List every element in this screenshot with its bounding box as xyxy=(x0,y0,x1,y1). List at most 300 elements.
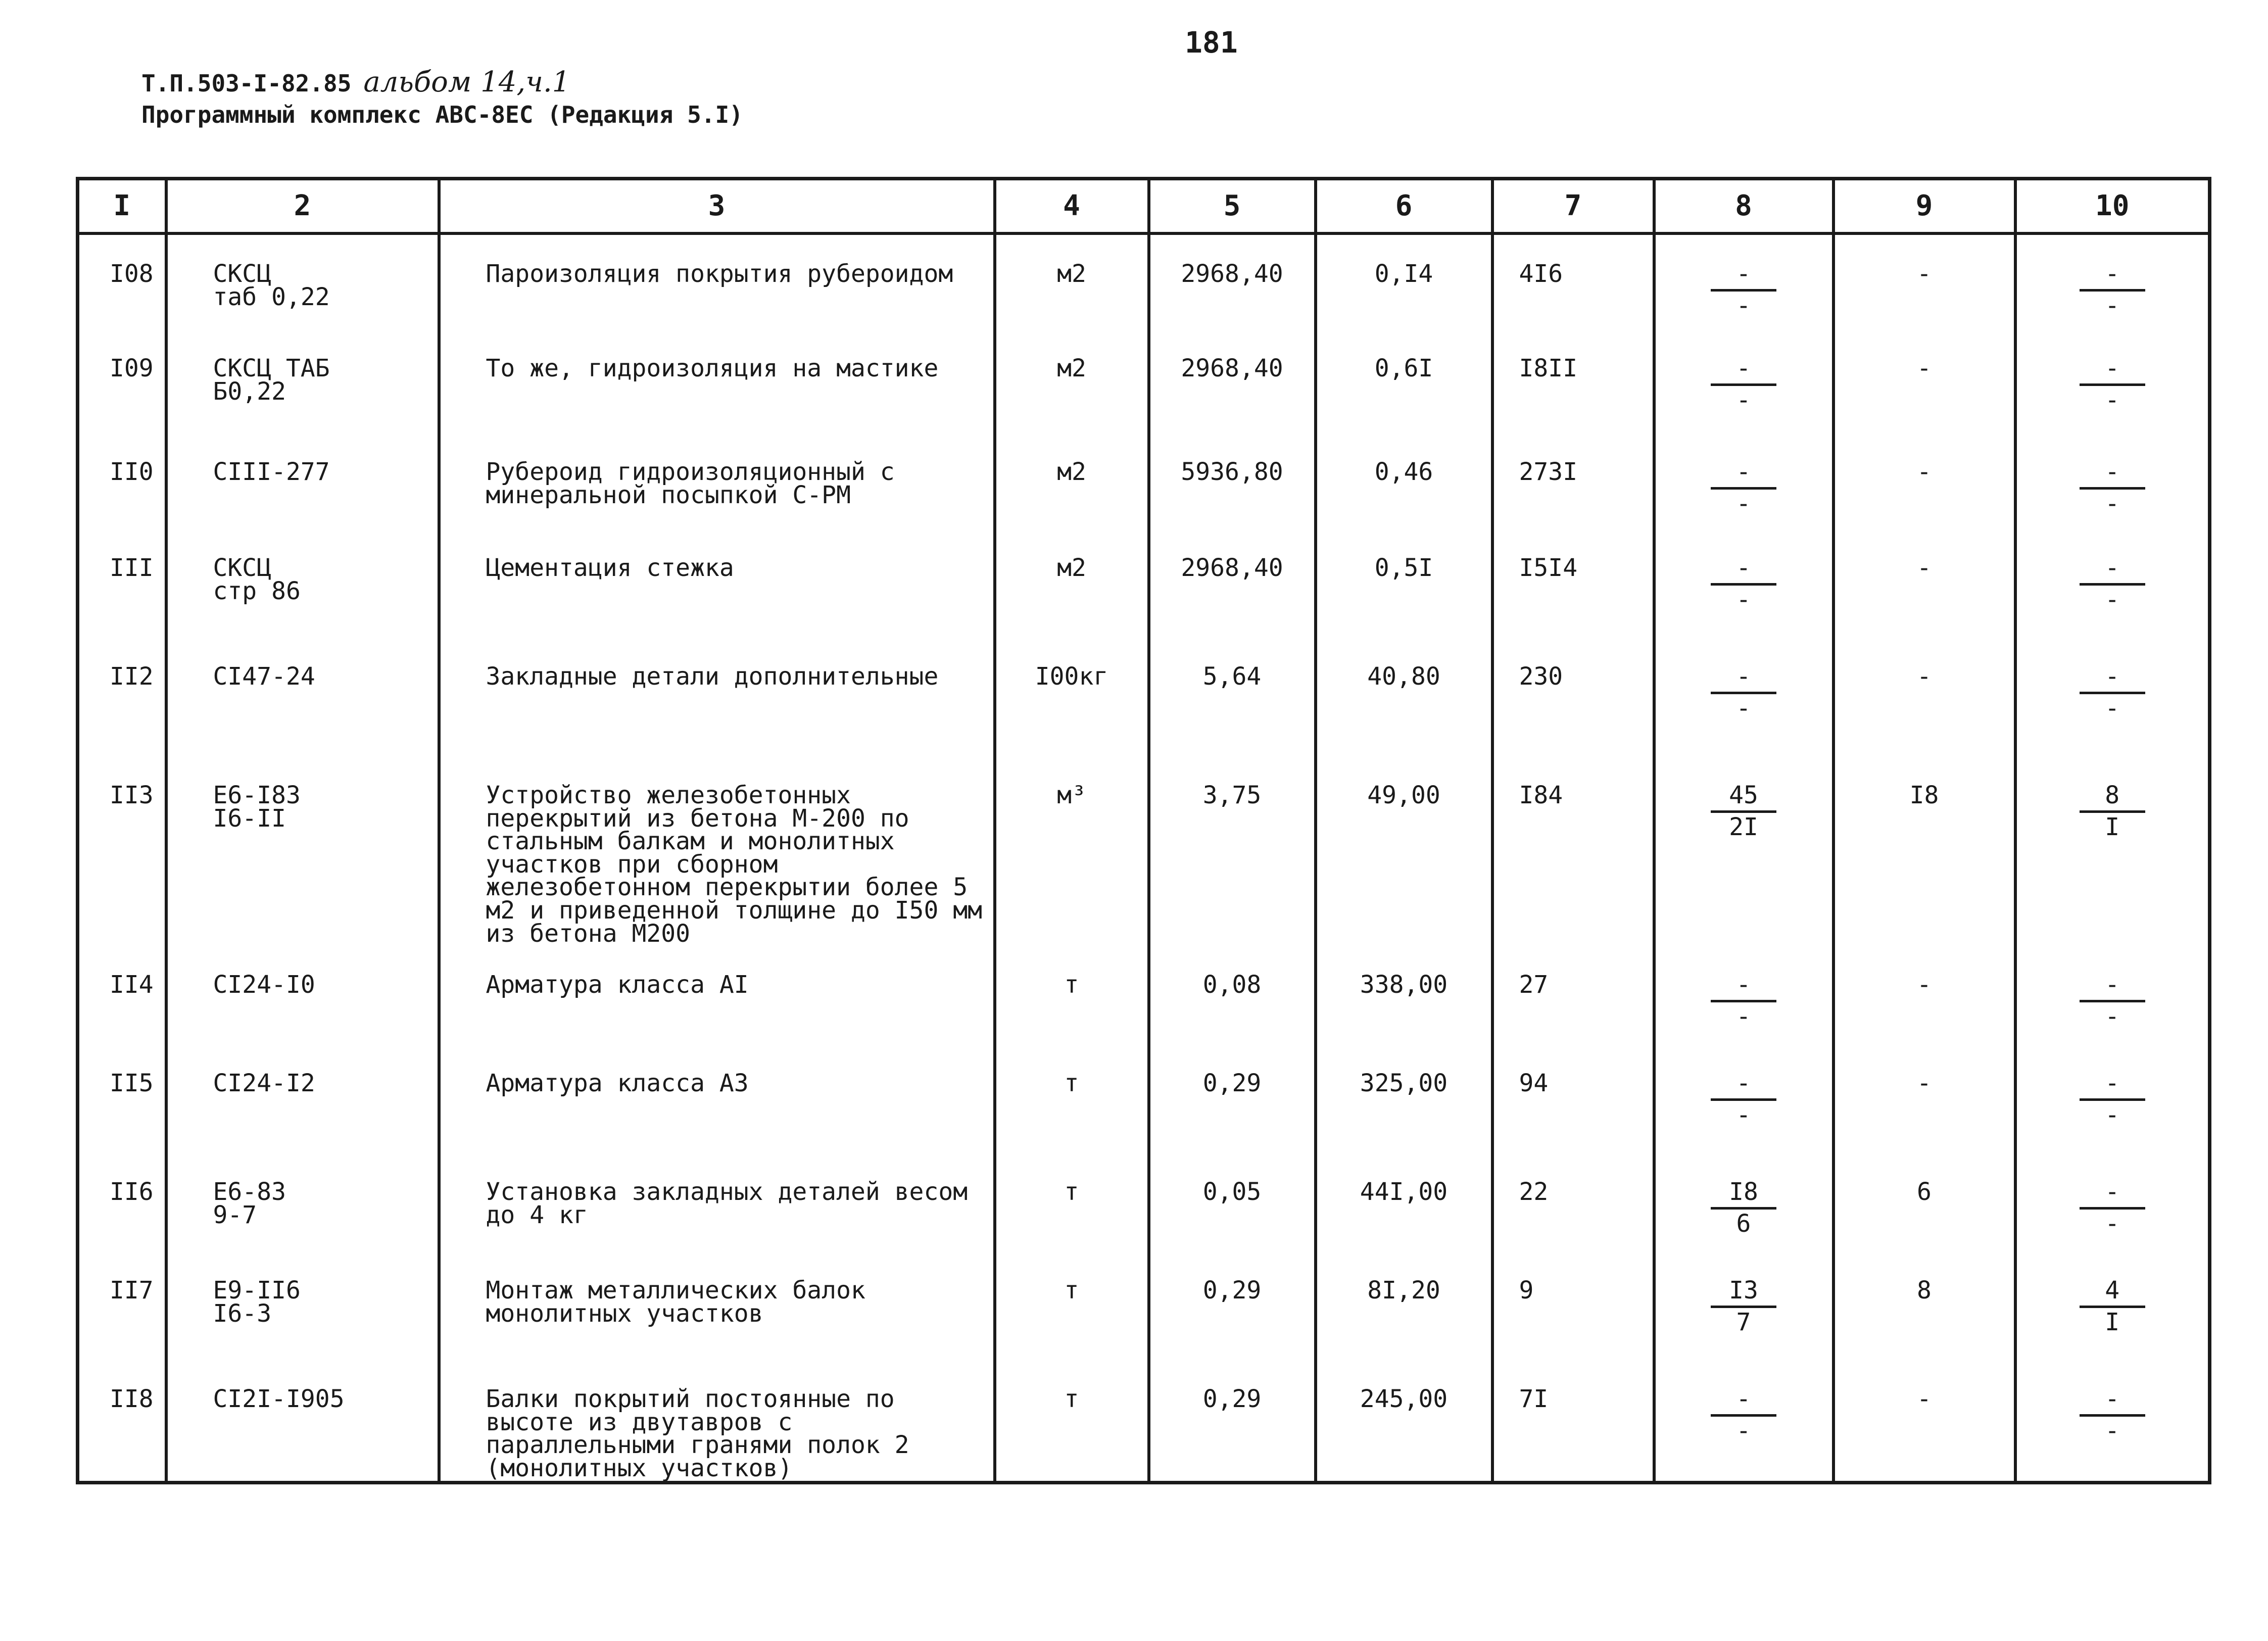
fraction-numerator: I8 xyxy=(1729,1178,1758,1206)
fraction-numerator: 8 xyxy=(2105,781,2120,809)
fraction xyxy=(1656,554,1831,614)
cell-rate-code xyxy=(166,638,439,756)
cell-work-name-text: Закладные детали дополнительные xyxy=(486,662,939,691)
table-row xyxy=(78,1360,2210,1482)
cell-col-9 xyxy=(1833,946,2015,1044)
cell-col-9 xyxy=(1833,638,2015,756)
cell-item-number xyxy=(78,1251,166,1360)
fraction-denominator: I xyxy=(2105,1308,2120,1336)
fraction-bar xyxy=(1711,692,1776,694)
fraction-numerator: - xyxy=(2105,458,2120,486)
fraction-numerator: 45 xyxy=(1729,781,1758,809)
fraction-numerator: - xyxy=(2105,662,2120,691)
fraction-bar xyxy=(2080,289,2145,292)
cell-unit-price xyxy=(1316,1251,1492,1360)
cell-item-number-text: I08 xyxy=(110,260,154,288)
cell-unit-text: т xyxy=(1064,971,1079,999)
fraction xyxy=(1656,662,1831,722)
cell-col-8 xyxy=(1654,638,1833,756)
cell-work-name xyxy=(439,529,995,638)
cell-total xyxy=(1492,1251,1654,1360)
fraction xyxy=(1656,1178,1831,1238)
fraction-numerator: - xyxy=(1736,1069,1751,1098)
fraction xyxy=(2017,662,2208,722)
cell-total-text: 273I xyxy=(1519,458,1578,486)
cell-col-8 xyxy=(1654,756,1833,946)
cell-total-text: I5I4 xyxy=(1519,554,1578,582)
fraction-denominator: - xyxy=(1736,1416,1751,1445)
table-header xyxy=(78,179,2210,234)
fraction xyxy=(1656,1069,1831,1129)
cell-quantity xyxy=(1149,756,1316,946)
cell-item-number xyxy=(78,638,166,756)
cell-quantity-text: 3,75 xyxy=(1202,781,1262,809)
fraction-denominator: - xyxy=(1736,385,1751,414)
cell-unit xyxy=(995,946,1149,1044)
cell-total-text: I8II xyxy=(1519,354,1578,382)
cell-quantity-text: 0,05 xyxy=(1202,1178,1262,1206)
fraction xyxy=(2017,260,2208,320)
cell-work-name xyxy=(439,433,995,529)
cell-work-name-text: То же, гидроизоляция на мастике xyxy=(486,354,939,382)
cell-col-9-text: - xyxy=(1917,458,1932,486)
cell-col-9 xyxy=(1833,1251,2015,1360)
fraction-denominator: - xyxy=(2105,385,2120,414)
cell-unit xyxy=(995,329,1149,433)
cell-quantity-text: 2968,40 xyxy=(1181,354,1283,382)
fraction-numerator: - xyxy=(2105,971,2120,999)
table-row xyxy=(78,638,2210,756)
cell-rate-code-text: СКСЦ ТАБ Б0,22 xyxy=(213,354,330,406)
cell-rate-code xyxy=(166,946,439,1044)
cell-unit-price-text: 245,00 xyxy=(1360,1385,1448,1414)
cell-rate-code xyxy=(166,329,439,433)
fraction-denominator: - xyxy=(2105,1416,2120,1445)
fraction xyxy=(1656,260,1831,320)
header-col-8: 8 xyxy=(1654,179,1833,234)
cell-quantity xyxy=(1149,1153,1316,1251)
fraction-numerator: - xyxy=(1736,1385,1751,1414)
table-row xyxy=(78,433,2210,529)
header-col-7: 7 xyxy=(1492,179,1654,234)
cell-quantity xyxy=(1149,946,1316,1044)
cell-work-name-text: Арматура класса АI xyxy=(486,971,749,999)
cell-work-name xyxy=(439,638,995,756)
cell-unit-text: т xyxy=(1064,1385,1079,1414)
fraction-denominator: - xyxy=(1736,291,1751,320)
cell-col-9-text: - xyxy=(1917,260,1932,288)
document-code: Т.П.503-I-82.85 xyxy=(141,70,352,97)
cell-unit-text: м2 xyxy=(1057,260,1086,288)
cell-item-number xyxy=(78,1153,166,1251)
cell-quantity xyxy=(1149,1044,1316,1153)
fraction-denominator: - xyxy=(2105,694,2120,722)
cell-col-9-text: - xyxy=(1917,662,1932,691)
fraction-bar xyxy=(2080,583,2145,586)
cell-unit-price xyxy=(1316,1360,1492,1482)
table-body xyxy=(78,233,2210,1482)
cell-col-9 xyxy=(1833,329,2015,433)
cell-unit-text: м2 xyxy=(1057,554,1086,582)
fraction-numerator: - xyxy=(2105,354,2120,382)
fraction xyxy=(1656,1385,1831,1445)
cell-unit xyxy=(995,756,1149,946)
cell-item-number xyxy=(78,433,166,529)
fraction-denominator: - xyxy=(1736,489,1751,518)
cell-col-10 xyxy=(2015,756,2210,946)
cell-rate-code xyxy=(166,756,439,946)
header-col-2: 2 xyxy=(166,179,439,234)
fraction-numerator: I3 xyxy=(1729,1276,1758,1305)
fraction-bar xyxy=(1711,289,1776,292)
fraction-numerator: 4 xyxy=(2105,1276,2120,1305)
program-line: Программный комплекс АВС-8ЕС (Редакция 5.I) xyxy=(141,101,743,128)
cell-unit xyxy=(995,1360,1149,1482)
cell-rate-code-text: СКСЦ таб 0,22 xyxy=(213,260,330,311)
cell-quantity-text: 0,29 xyxy=(1202,1276,1262,1305)
cell-col-9-text: 8 xyxy=(1917,1276,1932,1305)
cell-col-10 xyxy=(2015,329,2210,433)
header-col-3: 3 xyxy=(439,179,995,234)
cell-unit xyxy=(995,1044,1149,1153)
cell-rate-code-text: СI47-24 xyxy=(213,662,315,691)
fraction-denominator: - xyxy=(1736,1100,1751,1129)
fraction-bar xyxy=(1711,383,1776,386)
cell-work-name xyxy=(439,1044,995,1153)
fraction-numerator: - xyxy=(2105,1069,2120,1098)
fraction xyxy=(2017,458,2208,518)
table-row xyxy=(78,1251,2210,1360)
fraction xyxy=(1656,971,1831,1031)
cell-unit-text: т xyxy=(1064,1276,1079,1305)
cell-item-number-text: II7 xyxy=(110,1276,154,1305)
document-reference xyxy=(141,66,570,99)
cell-col-9 xyxy=(1833,1360,2015,1482)
cell-col-9-text: - xyxy=(1917,1069,1932,1098)
cell-unit-price-text: 49,00 xyxy=(1367,781,1440,809)
fraction-bar xyxy=(1711,1000,1776,1002)
fraction-denominator: - xyxy=(2105,1209,2120,1238)
cell-unit-text: т xyxy=(1064,1069,1079,1098)
fraction-numerator: - xyxy=(1736,354,1751,382)
cell-unit xyxy=(995,1251,1149,1360)
table-row xyxy=(78,1044,2210,1153)
header-col-9: 9 xyxy=(1833,179,2015,234)
cell-total-text: I84 xyxy=(1519,781,1563,809)
cell-quantity-text: 2968,40 xyxy=(1181,554,1283,582)
cell-work-name-text: Пароизоляция покрытия рубероидом xyxy=(486,260,953,288)
fraction-denominator: 6 xyxy=(1736,1209,1751,1238)
fraction-denominator: - xyxy=(1736,585,1751,614)
cell-quantity xyxy=(1149,1360,1316,1482)
fraction-denominator: - xyxy=(2105,291,2120,320)
cell-total xyxy=(1492,1360,1654,1482)
cell-unit-text: м³ xyxy=(1057,781,1086,809)
cell-col-10 xyxy=(2015,638,2210,756)
fraction-bar xyxy=(2080,1306,2145,1308)
cell-total xyxy=(1492,946,1654,1044)
table-row xyxy=(78,756,2210,946)
cell-unit xyxy=(995,233,1149,329)
fraction-bar xyxy=(1711,583,1776,586)
cell-col-8 xyxy=(1654,1251,1833,1360)
fraction-bar xyxy=(2080,487,2145,490)
cell-work-name-text: Монтаж металлических балок монолитных участков xyxy=(486,1276,865,1328)
cell-rate-code-text: СКСЦ стр 86 xyxy=(213,554,301,605)
table-row xyxy=(78,1153,2210,1251)
cell-unit xyxy=(995,529,1149,638)
fraction-bar xyxy=(1711,1207,1776,1210)
cell-item-number-text: I09 xyxy=(110,354,154,382)
cell-quantity-text: 2968,40 xyxy=(1181,260,1283,288)
table-row xyxy=(78,946,2210,1044)
cell-unit-price-text: 8I,20 xyxy=(1367,1276,1440,1305)
cell-item-number xyxy=(78,529,166,638)
fraction xyxy=(2017,1276,2208,1336)
fraction-numerator: - xyxy=(1736,662,1751,691)
table-row xyxy=(78,329,2210,433)
cell-unit xyxy=(995,1153,1149,1251)
cell-item-number-text: II3 xyxy=(110,781,154,809)
fraction-numerator: - xyxy=(1736,554,1751,582)
cell-rate-code-text: СI2I-I905 xyxy=(213,1385,345,1414)
cell-item-number-text: II6 xyxy=(110,1178,154,1206)
cell-col-9-text: I8 xyxy=(1909,781,1939,809)
fraction-numerator: - xyxy=(2105,1385,2120,1414)
fraction-bar xyxy=(2080,1000,2145,1002)
cell-unit-text: I00кг xyxy=(1035,662,1108,691)
fraction-bar xyxy=(1711,810,1776,813)
fraction-denominator: 2I xyxy=(1729,812,1758,841)
cell-rate-code xyxy=(166,1153,439,1251)
cell-col-10 xyxy=(2015,1251,2210,1360)
cell-item-number-text: III xyxy=(110,554,154,582)
cell-rate-code xyxy=(166,1044,439,1153)
fraction xyxy=(1656,458,1831,518)
cell-quantity-text: 5,64 xyxy=(1202,662,1262,691)
cell-work-name-text: Балки покрытий постоянные по высоте из двутавров с параллельными гранями полок 2 (монолитных участков) xyxy=(486,1385,909,1482)
cell-quantity-text: 0,29 xyxy=(1202,1069,1262,1098)
fraction-numerator: - xyxy=(1736,260,1751,288)
fraction xyxy=(1656,354,1831,414)
cell-unit-price xyxy=(1316,1044,1492,1153)
fraction xyxy=(1656,1276,1831,1336)
cell-col-8 xyxy=(1654,233,1833,329)
fraction xyxy=(2017,971,2208,1031)
cell-work-name xyxy=(439,946,995,1044)
fraction-bar xyxy=(1711,1098,1776,1101)
cell-quantity-text: 0,08 xyxy=(1202,971,1262,999)
fraction xyxy=(2017,781,2208,841)
table-row xyxy=(78,233,2210,329)
cell-col-10 xyxy=(2015,233,2210,329)
cell-item-number xyxy=(78,233,166,329)
fraction-bar xyxy=(1711,487,1776,490)
cell-work-name-text: Устройство железобетонных перекрытий из бетона М-200 по стальным балкам и монолитных участков при сборном железобетонном перекрытии более 5 м2 и приведенной толщине до I50 мм из бетона М200 xyxy=(486,781,983,948)
cell-rate-code-text: СI24-I0 xyxy=(213,971,315,999)
cell-rate-code-text: СIII-277 xyxy=(213,458,330,486)
cell-work-name-text: Рубероид гидроизоляционный с минеральной посыпкой С-РМ xyxy=(486,458,895,509)
cell-col-8 xyxy=(1654,1153,1833,1251)
fraction xyxy=(2017,1069,2208,1129)
cell-col-9-text: - xyxy=(1917,554,1932,582)
cell-col-10 xyxy=(2015,1044,2210,1153)
fraction-denominator: I xyxy=(2105,812,2120,841)
cell-unit-price xyxy=(1316,638,1492,756)
cell-rate-code xyxy=(166,1360,439,1482)
cell-col-8 xyxy=(1654,529,1833,638)
fraction-bar xyxy=(1711,1414,1776,1417)
fraction-denominator: - xyxy=(2105,1002,2120,1031)
header-col-10: 10 xyxy=(2015,179,2210,234)
fraction-bar xyxy=(2080,383,2145,386)
cell-total-text: 230 xyxy=(1519,662,1563,691)
cell-item-number-text: II8 xyxy=(110,1385,154,1414)
cell-col-8 xyxy=(1654,946,1833,1044)
cell-unit xyxy=(995,638,1149,756)
cell-item-number xyxy=(78,756,166,946)
cell-total-text: 4I6 xyxy=(1519,260,1563,288)
estimate-table xyxy=(76,177,2211,1484)
cell-unit-price xyxy=(1316,233,1492,329)
cell-quantity xyxy=(1149,233,1316,329)
fraction-numerator: - xyxy=(1736,971,1751,999)
cell-quantity xyxy=(1149,1251,1316,1360)
cell-item-number xyxy=(78,329,166,433)
cell-work-name xyxy=(439,1251,995,1360)
cell-unit-price xyxy=(1316,946,1492,1044)
cell-total xyxy=(1492,1153,1654,1251)
header-col-5: 5 xyxy=(1149,179,1316,234)
cell-unit-price-text: 325,00 xyxy=(1360,1069,1448,1098)
cell-col-9 xyxy=(1833,529,2015,638)
cell-item-number-text: II2 xyxy=(110,662,154,691)
fraction-bar xyxy=(2080,810,2145,813)
cell-rate-code-text: Е6-83 9-7 xyxy=(213,1178,286,1229)
cell-total xyxy=(1492,233,1654,329)
cell-work-name xyxy=(439,756,995,946)
cell-quantity xyxy=(1149,433,1316,529)
fraction-denominator: - xyxy=(1736,694,1751,722)
cell-col-9-text: 6 xyxy=(1917,1178,1932,1206)
cell-work-name xyxy=(439,233,995,329)
cell-rate-code-text: Е9-II6 I6-3 xyxy=(213,1276,301,1328)
cell-rate-code xyxy=(166,529,439,638)
cell-unit-price xyxy=(1316,433,1492,529)
fraction-bar xyxy=(2080,1098,2145,1101)
cell-unit-price-text: 0,46 xyxy=(1374,458,1433,486)
cell-quantity xyxy=(1149,529,1316,638)
cell-col-9 xyxy=(1833,433,2015,529)
cell-unit-price-text: 0,I4 xyxy=(1374,260,1433,288)
header-col-6: 6 xyxy=(1316,179,1492,234)
cell-item-number xyxy=(78,1044,166,1153)
cell-total xyxy=(1492,433,1654,529)
fraction xyxy=(1656,781,1831,841)
cell-unit-price-text: 0,5I xyxy=(1374,554,1433,582)
cell-total xyxy=(1492,529,1654,638)
cell-col-10 xyxy=(2015,433,2210,529)
cell-unit-text: м2 xyxy=(1057,458,1086,486)
cell-quantity-text: 0,29 xyxy=(1202,1385,1262,1414)
cell-quantity-text: 5936,80 xyxy=(1181,458,1283,486)
cell-unit-price-text: 40,80 xyxy=(1367,662,1440,691)
fraction-numerator: - xyxy=(1736,458,1751,486)
fraction xyxy=(2017,1385,2208,1445)
cell-rate-code xyxy=(166,433,439,529)
cell-unit-price xyxy=(1316,329,1492,433)
cell-item-number-text: II0 xyxy=(110,458,154,486)
cell-col-8 xyxy=(1654,1044,1833,1153)
cell-rate-code-text: СI24-I2 xyxy=(213,1069,315,1098)
cell-col-8 xyxy=(1654,1360,1833,1482)
cell-quantity xyxy=(1149,329,1316,433)
fraction-denominator: - xyxy=(2105,1100,2120,1129)
cell-unit-price xyxy=(1316,529,1492,638)
cell-col-9 xyxy=(1833,756,2015,946)
cell-total xyxy=(1492,638,1654,756)
cell-work-name-text: Арматура класса А3 xyxy=(486,1069,749,1098)
cell-rate-code xyxy=(166,233,439,329)
fraction-denominator: - xyxy=(2105,585,2120,614)
page-number: 181 xyxy=(1185,25,1238,60)
cell-total-text: 22 xyxy=(1519,1178,1549,1206)
fraction-numerator: - xyxy=(2105,260,2120,288)
cell-col-9 xyxy=(1833,233,2015,329)
cell-total-text: 9 xyxy=(1519,1276,1534,1305)
cell-unit-price-text: 0,6I xyxy=(1374,354,1433,382)
cell-work-name xyxy=(439,1360,995,1482)
cell-item-number-text: II5 xyxy=(110,1069,154,1098)
cell-col-10 xyxy=(2015,1360,2210,1482)
cell-unit-text: м2 xyxy=(1057,354,1086,382)
cell-unit-price xyxy=(1316,1153,1492,1251)
fraction-denominator: 7 xyxy=(1736,1308,1751,1336)
cell-col-10 xyxy=(2015,529,2210,638)
cell-total-text: 7I xyxy=(1519,1385,1549,1414)
cell-item-number xyxy=(78,946,166,1044)
fraction-bar xyxy=(2080,692,2145,694)
cell-work-name-text: Установка закладных деталей весом до 4 кг xyxy=(486,1178,968,1229)
fraction-bar xyxy=(1711,1306,1776,1308)
cell-unit-price xyxy=(1316,756,1492,946)
cell-col-8 xyxy=(1654,433,1833,529)
cell-col-9 xyxy=(1833,1153,2015,1251)
fraction-numerator: - xyxy=(2105,554,2120,582)
cell-col-9-text: - xyxy=(1917,1385,1932,1414)
table-row xyxy=(78,529,2210,638)
fraction xyxy=(2017,354,2208,414)
cell-col-9-text: - xyxy=(1917,971,1932,999)
cell-unit-price-text: 44I,00 xyxy=(1360,1178,1448,1206)
cell-unit-text: т xyxy=(1064,1178,1079,1206)
fraction xyxy=(2017,554,2208,614)
header-col-4: 4 xyxy=(995,179,1149,234)
handwritten-note: альбом 14,ч.1 xyxy=(363,66,570,99)
cell-rate-code xyxy=(166,1251,439,1360)
cell-work-name xyxy=(439,1153,995,1251)
cell-work-name xyxy=(439,329,995,433)
fraction-denominator: - xyxy=(2105,489,2120,518)
cell-rate-code-text: Е6-I83 I6-II xyxy=(213,781,301,833)
cell-work-name-text: Цементация стежка xyxy=(486,554,734,582)
cell-col-9 xyxy=(1833,1044,2015,1153)
cell-total-text: 94 xyxy=(1519,1069,1549,1098)
cell-total xyxy=(1492,756,1654,946)
cell-quantity xyxy=(1149,638,1316,756)
cell-item-number xyxy=(78,1360,166,1482)
cell-col-10 xyxy=(2015,1153,2210,1251)
